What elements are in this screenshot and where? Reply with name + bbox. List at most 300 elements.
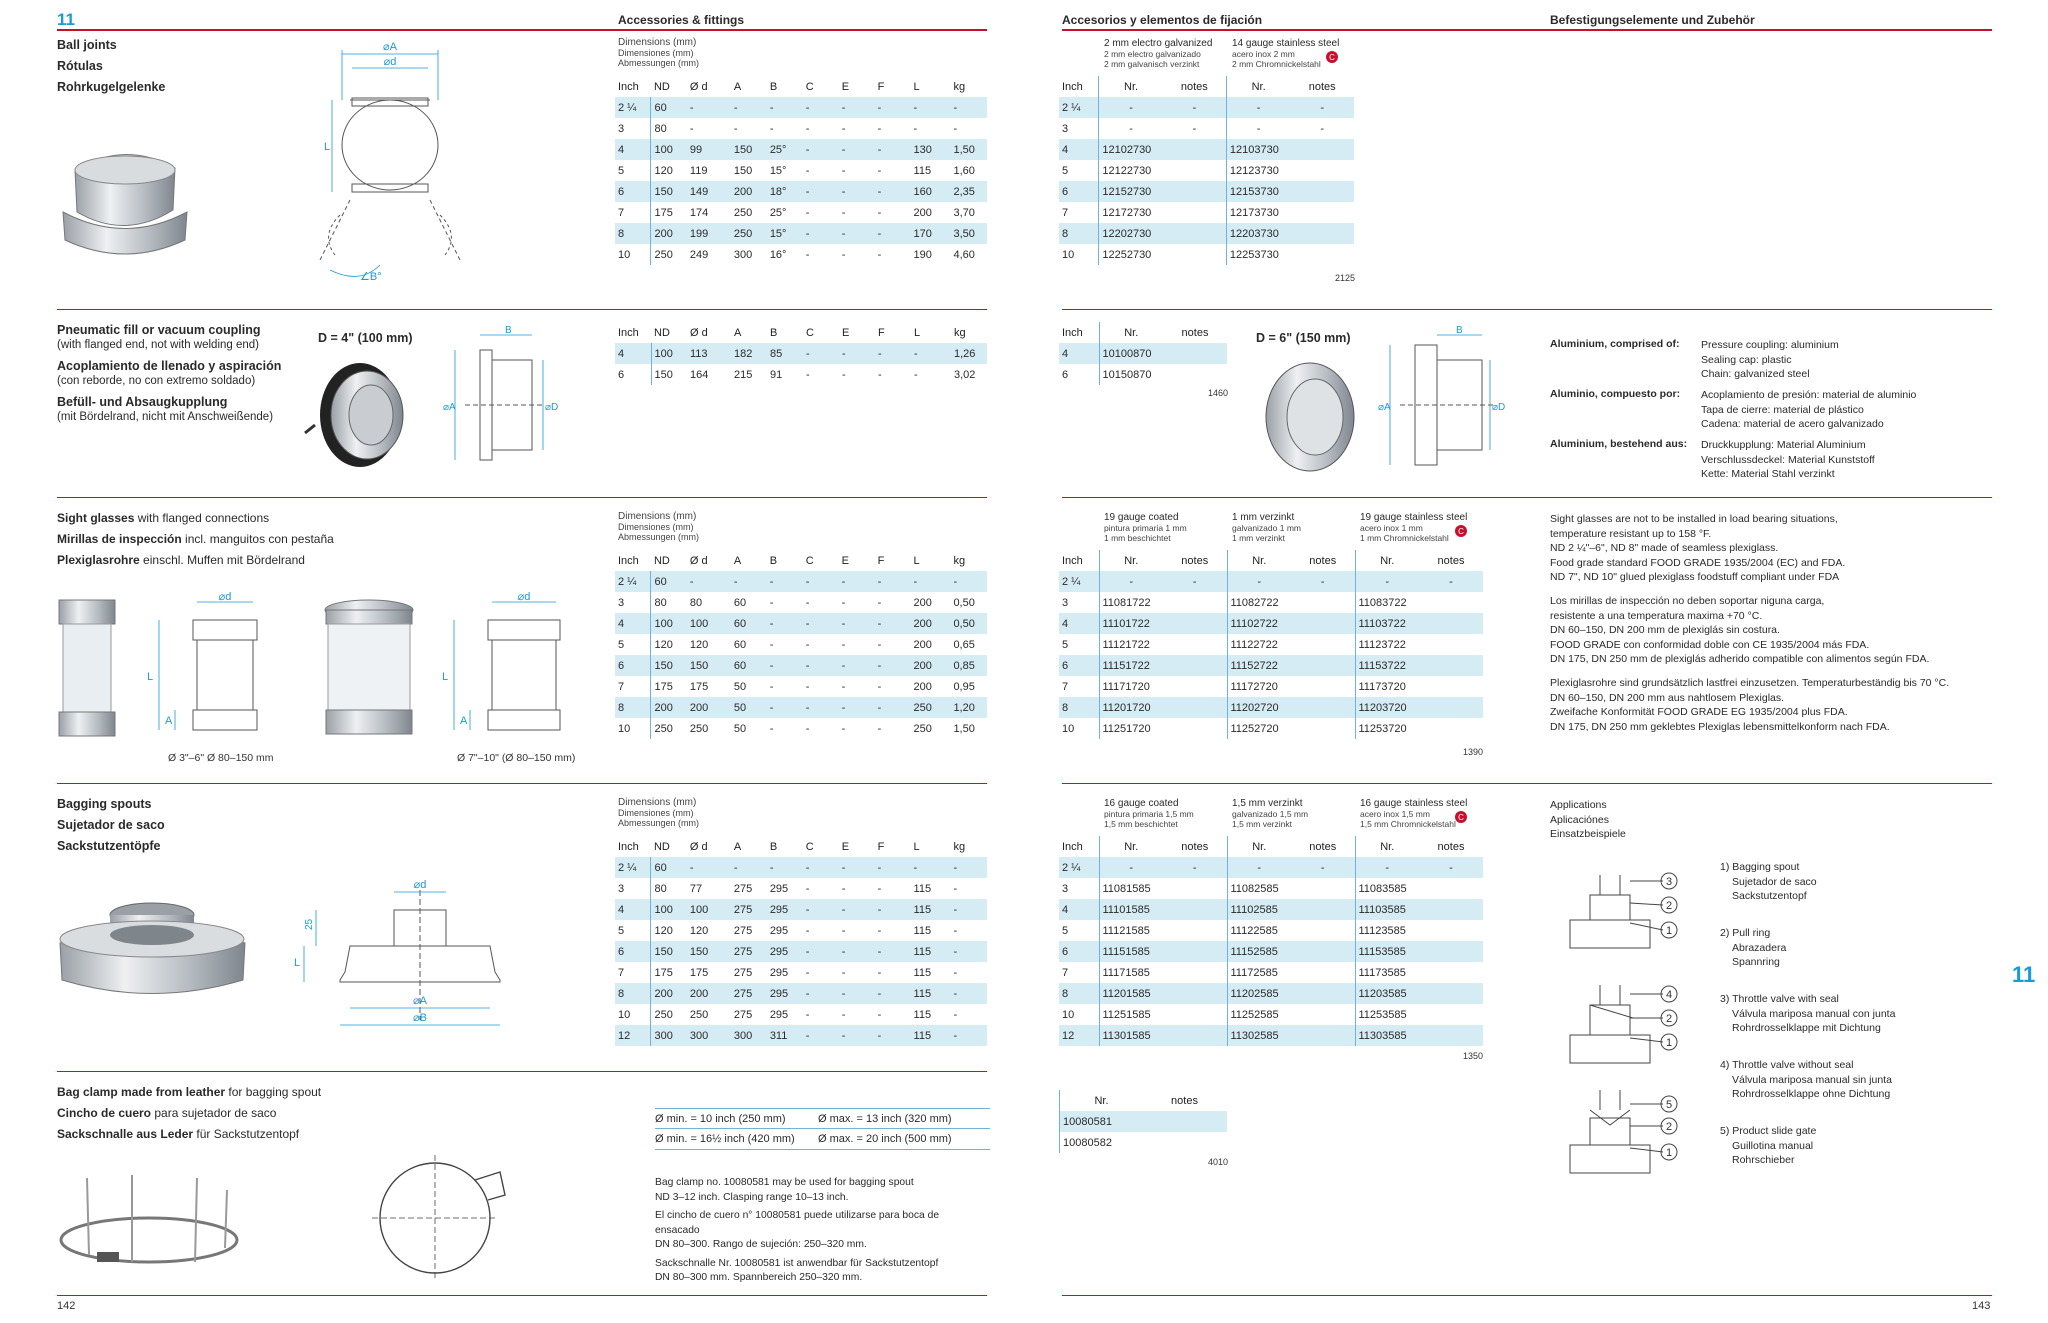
table-cell: 8 bbox=[615, 223, 651, 244]
range-max: Ø max. = 13 inch (320 mm) bbox=[818, 1113, 952, 1125]
t-normal: with flanged connections bbox=[134, 511, 270, 525]
table-cell: 4,60 bbox=[953, 248, 975, 261]
table-cell: A bbox=[733, 554, 742, 567]
table-cell bbox=[1163, 899, 1227, 920]
mat-line: Acoplamiento de presión: material de aluminio bbox=[1701, 389, 1917, 401]
table-cell: Ø d bbox=[689, 80, 708, 93]
svg-text:L: L bbox=[442, 671, 449, 683]
table-cell bbox=[1419, 676, 1483, 697]
table-cell bbox=[1291, 899, 1355, 920]
table-cell: 11103722 bbox=[1355, 613, 1419, 634]
table-cell: 60 bbox=[731, 613, 767, 634]
table-cell: - bbox=[877, 248, 882, 261]
table-cell: Nr. bbox=[1099, 76, 1163, 97]
note-line: DN 60–150, DN 200 mm de plexiglás sin costura. bbox=[1550, 624, 1780, 637]
col-head-l2: galvanizado 1,5 mm bbox=[1232, 809, 1309, 819]
table-cell bbox=[1419, 697, 1483, 718]
table-cell: kg bbox=[953, 80, 966, 93]
table-cell: 149 bbox=[687, 181, 731, 202]
table-cell: 150 bbox=[651, 364, 687, 385]
table-cell bbox=[1163, 181, 1227, 202]
table-cell: - bbox=[767, 613, 803, 634]
sight-dims-label bbox=[618, 512, 699, 542]
table-cell: 10 bbox=[1062, 1008, 1075, 1021]
table-cell: - bbox=[1227, 857, 1291, 878]
svg-text:B: B bbox=[505, 325, 512, 336]
table-cell: 250 bbox=[651, 244, 687, 265]
table-cell: 12122730 bbox=[1099, 160, 1163, 181]
table-cell: - bbox=[875, 899, 911, 920]
table-row bbox=[1059, 181, 1354, 202]
table-cell: - bbox=[839, 139, 875, 160]
table-cell: 60 bbox=[651, 97, 687, 118]
sight-notes bbox=[1550, 512, 2020, 734]
table-cell: 60 bbox=[651, 571, 687, 592]
table-cell: 91 bbox=[770, 368, 783, 381]
table-cell: 115 bbox=[913, 924, 932, 937]
svg-text:⌀d: ⌀d bbox=[413, 879, 427, 891]
pneu-sub-es: (con reborde, no con extremo soldado) bbox=[57, 375, 256, 387]
svg-text:⌀D: ⌀D bbox=[545, 402, 559, 413]
application-sketch-3 bbox=[1545, 1090, 1680, 1180]
mat-line: Cadena: material de acero galvanizado bbox=[1701, 418, 1884, 430]
table-cell: 11172585 bbox=[1227, 962, 1291, 983]
t-bold: Sackschnalle aus Leder bbox=[57, 1127, 194, 1141]
table-cell: 5 bbox=[1062, 924, 1069, 937]
col-head-l3: 1 mm Chromnickelstahl bbox=[1360, 533, 1449, 543]
dims-label-es: Dimensiones (mm) bbox=[618, 522, 694, 532]
note-line: DN 80–300. Rango de sujeción: 250–320 mm. bbox=[655, 1239, 867, 1250]
table-cell: 115 bbox=[913, 1008, 932, 1021]
table-cell: 11173720 bbox=[1355, 676, 1419, 697]
table-cell: - bbox=[877, 882, 882, 895]
svg-text:C: C bbox=[1458, 527, 1464, 536]
sight-code: 1390 bbox=[1463, 747, 1484, 757]
table-cell: 60 bbox=[733, 596, 747, 609]
table-cell: - bbox=[1192, 122, 1197, 135]
pneu-d-right: D = 6" (150 mm) bbox=[1256, 331, 1351, 345]
mat-lines bbox=[1701, 388, 1916, 432]
table-row bbox=[1059, 941, 1483, 962]
table-cell: 300 bbox=[733, 248, 753, 261]
table-cell: - bbox=[805, 722, 810, 735]
ball-code: 2125 bbox=[1335, 273, 1356, 283]
table-cell: - bbox=[842, 368, 846, 381]
table-cell: - bbox=[839, 655, 875, 676]
table-cell: E bbox=[841, 80, 850, 93]
col-head-l1: 16 gauge coated bbox=[1104, 798, 1179, 809]
clamp-code: 4010 bbox=[1208, 1157, 1229, 1167]
table-cell: B bbox=[769, 80, 778, 93]
table-cell bbox=[1291, 983, 1355, 1004]
table-cell: 85 bbox=[767, 343, 803, 364]
table-cell: 150 bbox=[651, 181, 687, 202]
table-cell: 7 bbox=[1062, 206, 1069, 219]
table-cell: - bbox=[1226, 118, 1290, 139]
table-cell: 200 bbox=[687, 983, 731, 1004]
table-cell: B bbox=[769, 840, 778, 853]
note-line: Bag clamp no. 10080581 may be used for bagging spout bbox=[655, 1177, 914, 1188]
table-cell: kg bbox=[953, 840, 966, 853]
table-cell bbox=[1163, 160, 1227, 181]
table-cell: 80 bbox=[651, 118, 687, 139]
table-cell: 250 bbox=[651, 718, 687, 739]
bag-col-1-head bbox=[1104, 799, 1194, 829]
table-cell: 250 bbox=[651, 1004, 687, 1025]
table-row bbox=[615, 962, 987, 983]
table-cell: - bbox=[769, 122, 774, 135]
table-cell: - bbox=[950, 983, 986, 1004]
pneu-title-en: Pneumatic fill or vacuum coupling bbox=[57, 323, 261, 337]
table-row bbox=[615, 160, 987, 181]
table-cell: 11201720 bbox=[1099, 697, 1163, 718]
table-cell: 0,95 bbox=[953, 680, 975, 693]
rule bbox=[57, 783, 987, 784]
table-cell: - bbox=[687, 97, 731, 118]
table-cell: 11122722 bbox=[1227, 634, 1291, 655]
table-cell: 2 ¼ bbox=[1059, 857, 1099, 878]
table-cell bbox=[1419, 718, 1483, 739]
ball-title-es: Rótulas bbox=[57, 59, 103, 73]
table-cell: - bbox=[875, 983, 911, 1004]
table-cell: 12153730 bbox=[1226, 181, 1290, 202]
table-cell: 15° bbox=[767, 223, 803, 244]
table-row bbox=[1059, 571, 1483, 592]
col-head-l3: 2 mm Chromnickelstahl bbox=[1232, 59, 1321, 69]
table-row bbox=[1059, 97, 1354, 118]
ball-title-de: Rohrkugelgelenke bbox=[57, 80, 166, 94]
svg-text:2: 2 bbox=[1665, 900, 1673, 912]
table-cell: Inch bbox=[618, 80, 639, 93]
table-cell: B bbox=[769, 554, 778, 567]
svg-text:B: B bbox=[1456, 325, 1463, 336]
table-cell bbox=[1163, 202, 1227, 223]
table-cell: 12252730 bbox=[1099, 244, 1163, 265]
table-cell: notes bbox=[1181, 840, 1209, 853]
table-cell: - bbox=[841, 882, 846, 895]
col-head-l1: 1,5 mm verzinkt bbox=[1232, 798, 1303, 809]
svg-text:A: A bbox=[165, 715, 173, 727]
table-cell: - bbox=[914, 368, 918, 381]
note-line: resistente a una temperatura maxima +70 °C. bbox=[1550, 609, 1763, 622]
table-cell: - bbox=[875, 223, 911, 244]
table-cell bbox=[1163, 244, 1227, 265]
note-line: Food grade standard FOOD GRADE 1935/2004 (EC) and FDA. bbox=[1550, 556, 1846, 569]
table-cell: - bbox=[805, 638, 810, 651]
table-cell: - bbox=[875, 655, 911, 676]
table-cell bbox=[1163, 343, 1227, 364]
table-row bbox=[1059, 223, 1354, 244]
table-cell bbox=[1163, 676, 1227, 697]
chapter-tab-right: 11 bbox=[2012, 962, 2036, 987]
table-row bbox=[1059, 202, 1354, 223]
bag-title-es: Sujetador de saco bbox=[57, 818, 165, 832]
table-cell: - bbox=[767, 97, 803, 118]
pneu-dims-table bbox=[615, 322, 987, 385]
table-cell: C bbox=[805, 554, 814, 567]
table-cell: 100 bbox=[651, 613, 687, 634]
table-row bbox=[615, 1004, 987, 1025]
note-line: Plexiglasrohre sind grundsätzlich lastfrei einzusetzen. Temperaturbeständig bis 70 °C. bbox=[1550, 676, 1950, 689]
table-cell: 11123585 bbox=[1355, 920, 1419, 941]
table-cell: 100 bbox=[687, 899, 731, 920]
table-cell: L bbox=[914, 326, 921, 339]
table-row bbox=[615, 899, 987, 920]
table-cell: 175 bbox=[689, 966, 709, 979]
app-es: Guillotina manual bbox=[1732, 1139, 1814, 1152]
sight-titles bbox=[57, 508, 334, 571]
table-cell: 4 bbox=[615, 899, 651, 920]
table-cell: - bbox=[769, 596, 774, 609]
table-cell: - bbox=[1163, 97, 1227, 118]
bag-col-2-head bbox=[1232, 799, 1308, 829]
table-cell: F bbox=[877, 80, 885, 93]
table-cell: 300 bbox=[651, 1025, 687, 1046]
table-cell: 11201585 bbox=[1099, 983, 1163, 1004]
table-row bbox=[1059, 1025, 1483, 1046]
table-row bbox=[1059, 244, 1354, 265]
table-cell: - bbox=[805, 122, 810, 135]
table-row bbox=[1059, 343, 1227, 364]
table-cell bbox=[1290, 181, 1354, 202]
table-cell: 130 bbox=[911, 139, 951, 160]
table-cell: - bbox=[805, 966, 810, 979]
col-head-l3: 1 mm beschichtet bbox=[1104, 533, 1171, 543]
table-cell: - bbox=[877, 966, 882, 979]
table-cell: 11102585 bbox=[1227, 899, 1291, 920]
table-row bbox=[615, 139, 987, 160]
table-cell: 175 bbox=[689, 680, 709, 693]
table-cell: 2 ¼ bbox=[615, 97, 651, 118]
table-cell bbox=[1163, 962, 1227, 983]
table-cell: F bbox=[878, 326, 885, 339]
clamp-titles bbox=[57, 1082, 321, 1145]
table-cell: - bbox=[1099, 857, 1163, 878]
table-cell: - bbox=[875, 139, 911, 160]
table-cell bbox=[1290, 223, 1354, 244]
table-cell: 50 bbox=[733, 722, 747, 735]
table-cell: Nr. bbox=[1226, 76, 1290, 97]
table-cell: 275 bbox=[733, 924, 753, 937]
table-cell: - bbox=[877, 596, 882, 609]
table-cell: 8 bbox=[615, 697, 651, 718]
sight-caption-1: Ø 3"–6" Ø 80–150 mm bbox=[168, 752, 274, 764]
table-cell: 250 bbox=[913, 722, 932, 735]
app-de: Spannring bbox=[1732, 956, 1780, 969]
pneu-title-es: Acoplamiento de llenado y aspiración bbox=[57, 359, 282, 373]
table-cell: 25° bbox=[769, 206, 787, 219]
mat-lines bbox=[1701, 438, 1875, 482]
bag-col-3-head bbox=[1360, 799, 1467, 829]
table-row bbox=[615, 857, 987, 878]
table-cell: - bbox=[841, 966, 846, 979]
table-cell: - bbox=[803, 857, 839, 878]
table-cell: - bbox=[803, 571, 839, 592]
table-cell: 150 bbox=[733, 164, 753, 177]
table-row bbox=[615, 223, 987, 244]
table-header-row bbox=[1059, 836, 1483, 857]
table-cell: - bbox=[805, 680, 810, 693]
svg-text:L: L bbox=[147, 671, 154, 683]
table-cell: ND bbox=[653, 840, 670, 853]
table-cell: - bbox=[731, 97, 767, 118]
table-cell bbox=[1291, 718, 1355, 739]
table-cell: - bbox=[769, 638, 774, 651]
table-cell: 8 bbox=[615, 983, 651, 1004]
table-cell: 150 bbox=[651, 655, 687, 676]
table-cell: 12172730 bbox=[1099, 202, 1163, 223]
table-cell: 275 bbox=[733, 966, 753, 979]
stainless-badge-icon bbox=[1325, 50, 1339, 64]
table-cell: - bbox=[953, 882, 958, 895]
table-cell: 295 bbox=[769, 1008, 789, 1021]
table-row bbox=[615, 592, 987, 613]
app-name: 3) Throttle valve with seal bbox=[1720, 993, 1839, 1005]
pneu-coupling-photo-left bbox=[305, 355, 415, 475]
table-cell: 4 bbox=[1059, 899, 1099, 920]
table-cell: notes bbox=[1309, 554, 1337, 567]
bagging-spout-photo bbox=[55, 895, 250, 1005]
pneu-order-table bbox=[1059, 322, 1227, 385]
table-cell: Inch bbox=[618, 840, 639, 853]
table-cell bbox=[1419, 962, 1483, 983]
table-cell: - bbox=[877, 164, 882, 177]
table-cell: 11202585 bbox=[1227, 983, 1291, 1004]
table-cell: 10 bbox=[618, 722, 631, 735]
table-cell: - bbox=[803, 223, 839, 244]
app-de: Rohrschieber bbox=[1732, 1154, 1795, 1167]
table-cell: 11303585 bbox=[1355, 1025, 1419, 1046]
table-cell: 150 bbox=[687, 655, 731, 676]
table-cell: E bbox=[841, 840, 850, 853]
table-cell: - bbox=[803, 1025, 839, 1046]
pneu-coupling-photo-right bbox=[1255, 355, 1365, 480]
table-cell: 15° bbox=[769, 164, 787, 177]
table-cell bbox=[1419, 899, 1483, 920]
table-header-row bbox=[1059, 550, 1483, 571]
table-cell: C bbox=[805, 80, 814, 93]
table-cell bbox=[1163, 718, 1227, 739]
table-cell: notes bbox=[1437, 554, 1465, 567]
table-header-row bbox=[615, 76, 987, 97]
table-row bbox=[615, 676, 987, 697]
mat-line: Sealing cap: plastic bbox=[1701, 353, 1792, 366]
col-head-l2: 2 mm electro galvanizado bbox=[1104, 49, 1201, 59]
pneu-coupling-diagram-right bbox=[1370, 325, 1506, 480]
table-cell: notes bbox=[1171, 1094, 1198, 1107]
mat-group bbox=[1550, 338, 2010, 388]
col-head-l3: 2 mm galvanisch verzinkt bbox=[1104, 59, 1200, 69]
table-cell bbox=[1419, 920, 1483, 941]
table-cell: 11082722 bbox=[1227, 592, 1291, 613]
table-cell: 200 bbox=[651, 697, 687, 718]
table-cell: - bbox=[841, 164, 846, 177]
table-cell: 3,50 bbox=[950, 223, 986, 244]
table-cell bbox=[1163, 634, 1227, 655]
table-cell: 11083722 bbox=[1355, 592, 1419, 613]
t-bold: Cincho de cuero bbox=[57, 1106, 152, 1120]
table-cell: - bbox=[875, 1025, 911, 1046]
table-cell: - bbox=[875, 941, 911, 962]
table-cell: - bbox=[841, 122, 846, 135]
table-cell: - bbox=[839, 941, 875, 962]
table-cell: - bbox=[803, 139, 839, 160]
range-max: Ø max. = 20 inch (500 mm) bbox=[818, 1133, 952, 1145]
table-cell: 8 bbox=[1059, 983, 1099, 1004]
table-cell: 0,85 bbox=[950, 655, 986, 676]
table-cell: - bbox=[877, 924, 882, 937]
app-de: Sackstutzentopf bbox=[1732, 890, 1807, 903]
pneu-titles bbox=[57, 323, 317, 425]
table-cell: - bbox=[911, 343, 951, 364]
table-cell bbox=[1291, 1004, 1355, 1025]
table-cell: 10 bbox=[1062, 722, 1075, 735]
table-cell: - bbox=[689, 122, 694, 135]
table-cell bbox=[1291, 634, 1355, 655]
table-cell: C bbox=[806, 326, 814, 339]
table-cell: Nr. bbox=[1227, 836, 1291, 857]
table-cell: - bbox=[1419, 857, 1483, 878]
table-cell: 200 bbox=[651, 983, 687, 1004]
table-cell: 3 bbox=[1062, 596, 1069, 609]
table-cell: 6 bbox=[1059, 181, 1099, 202]
note-line: DN 80–300 mm. Spannbereich 250–320 mm. bbox=[655, 1272, 863, 1283]
table-cell: 11301585 bbox=[1099, 1025, 1163, 1046]
clamp-title-de bbox=[57, 1124, 321, 1145]
page-number-left: 142 bbox=[57, 1300, 76, 1312]
table-cell: 120 bbox=[651, 920, 687, 941]
svg-text:C: C bbox=[1458, 813, 1464, 822]
table-cell: 200 bbox=[651, 223, 687, 244]
table-cell: - bbox=[911, 97, 951, 118]
table-cell: - bbox=[878, 368, 882, 381]
bottom-rule-right bbox=[1062, 1295, 1992, 1296]
table-cell: A bbox=[734, 326, 742, 339]
t-normal: para sujetador de saco bbox=[151, 1106, 277, 1120]
table-cell: 1,20 bbox=[950, 697, 986, 718]
table-cell: - bbox=[877, 206, 882, 219]
table-cell: 8 bbox=[1059, 223, 1099, 244]
table-cell: 12123730 bbox=[1226, 160, 1290, 181]
sight-title-de bbox=[57, 550, 334, 571]
table-cell: - bbox=[1355, 857, 1419, 878]
table-cell bbox=[1290, 202, 1354, 223]
table-cell: - bbox=[877, 638, 882, 651]
table-cell: 0,50 bbox=[953, 596, 975, 609]
table-cell: 295 bbox=[769, 924, 789, 937]
table-cell: - bbox=[803, 655, 839, 676]
svg-text:25: 25 bbox=[304, 918, 315, 930]
table-cell: 11252720 bbox=[1227, 718, 1291, 739]
table-cell: 300 bbox=[731, 1025, 767, 1046]
table-cell: - bbox=[950, 571, 986, 592]
table-cell: A bbox=[733, 80, 742, 93]
table-cell: 11081722 bbox=[1099, 592, 1163, 613]
dims-label-de: Abmessungen (mm) bbox=[618, 532, 700, 542]
t-bold: Bag clamp made from leather bbox=[57, 1085, 226, 1099]
table-cell: - bbox=[805, 596, 810, 609]
table-cell: - bbox=[687, 857, 731, 878]
app-name: 4) Throttle valve without seal bbox=[1720, 1059, 1854, 1071]
range-min: Ø min. = 16½ inch (420 mm) bbox=[655, 1133, 795, 1145]
bottom-rule-left bbox=[57, 1295, 987, 1296]
table-row bbox=[1059, 878, 1483, 899]
table-cell: 10 bbox=[618, 1008, 631, 1021]
table-cell: 275 bbox=[731, 983, 767, 1004]
table-cell: 275 bbox=[731, 899, 767, 920]
table-cell: 120 bbox=[689, 638, 709, 651]
app-title-es: Aplicaciónes bbox=[1550, 813, 1609, 826]
